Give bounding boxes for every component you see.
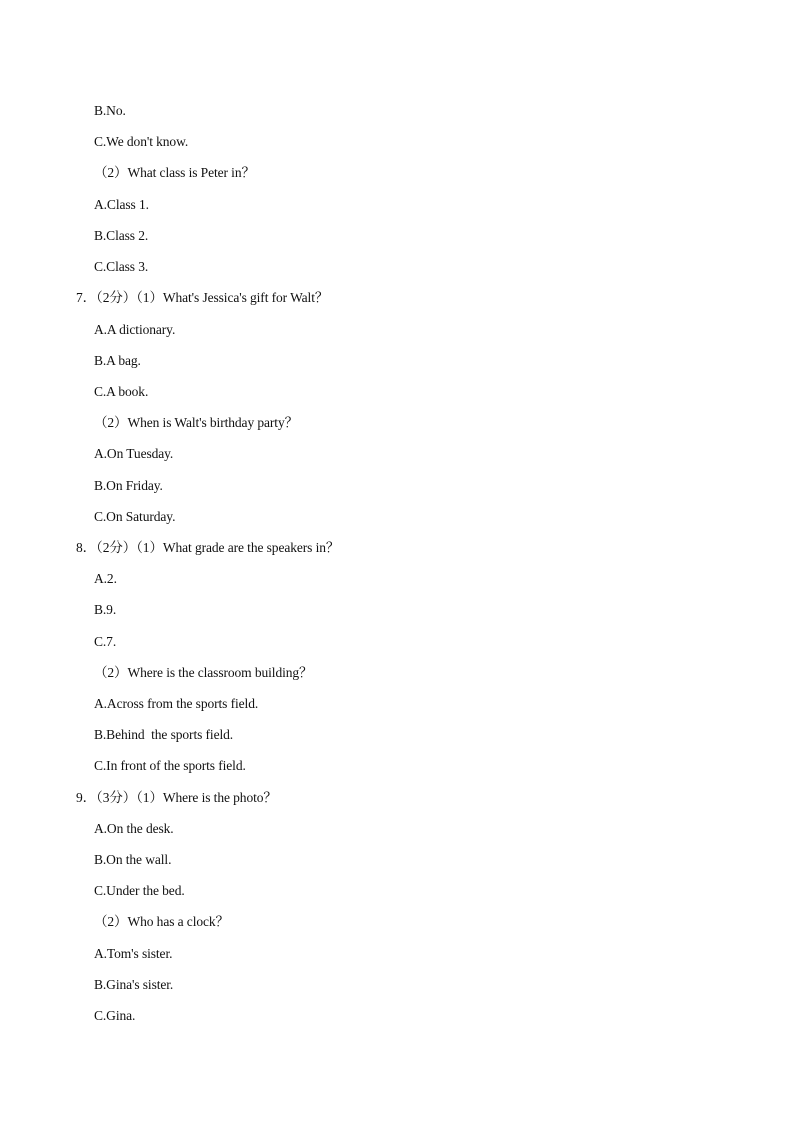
q9-sub2-question: （2）Who has a clock？ [94,914,229,929]
q8-sub2-question: （2）Where is the classroom building？ [94,665,313,680]
q8-sub2-option-c: C.In front of the sports field. [94,758,246,773]
q8-sub1-option-c: C.7. [94,634,117,649]
q8-heading: 8．（2分）（1）What grade are the speakers in？ [76,540,340,555]
q9-sub1-option-c: C.Under the bed. [94,883,185,898]
q6-sub2-option-c: C.Class 3. [94,259,149,274]
q6-sub2-option-b: B.Class 2. [94,228,149,243]
q9-sub2-option-b: B.Gina's sister. [94,977,174,992]
q6-sub1-option-c: C.We don't know. [94,134,189,149]
q6-sub2-question: （2）What class is Peter in？ [94,165,255,180]
q9-heading: 9．（3分）（1）Where is the photo？ [76,790,277,805]
q7-sub1-option-a: A.A dictionary. [94,322,176,337]
q7-sub2-option-b: B.On Friday. [94,478,163,493]
q9-sub2-option-c: C.Gina. [94,1008,136,1023]
q8-sub2-option-a: A.Across from the sports field. [94,696,259,711]
q7-sub1-option-c: C.A book. [94,384,149,399]
q6-sub1-option-b: B.No. [94,103,126,118]
q6-sub2-option-a: A.Class 1. [94,197,149,212]
q9-sub2-option-a: A.Tom's sister. [94,946,173,961]
q7-sub1-option-b: B.A bag. [94,353,141,368]
q8-sub1-option-a: A.2. [94,571,117,586]
q7-sub2-question: （2）When is Walt's birthday party？ [94,415,299,430]
q9-sub1-option-b: B.On the wall. [94,852,172,867]
q8-sub1-option-b: B.9. [94,602,117,617]
q7-sub2-option-a: A.On Tuesday. [94,446,174,461]
q8-sub2-option-b: B.Behind the sports field. [94,727,234,742]
q9-sub1-option-a: A.On the desk. [94,821,174,836]
q7-sub2-option-c: C.On Saturday. [94,509,176,524]
q7-heading: 7．（2分）（1）What's Jessica's gift for Walt？ [76,290,329,305]
